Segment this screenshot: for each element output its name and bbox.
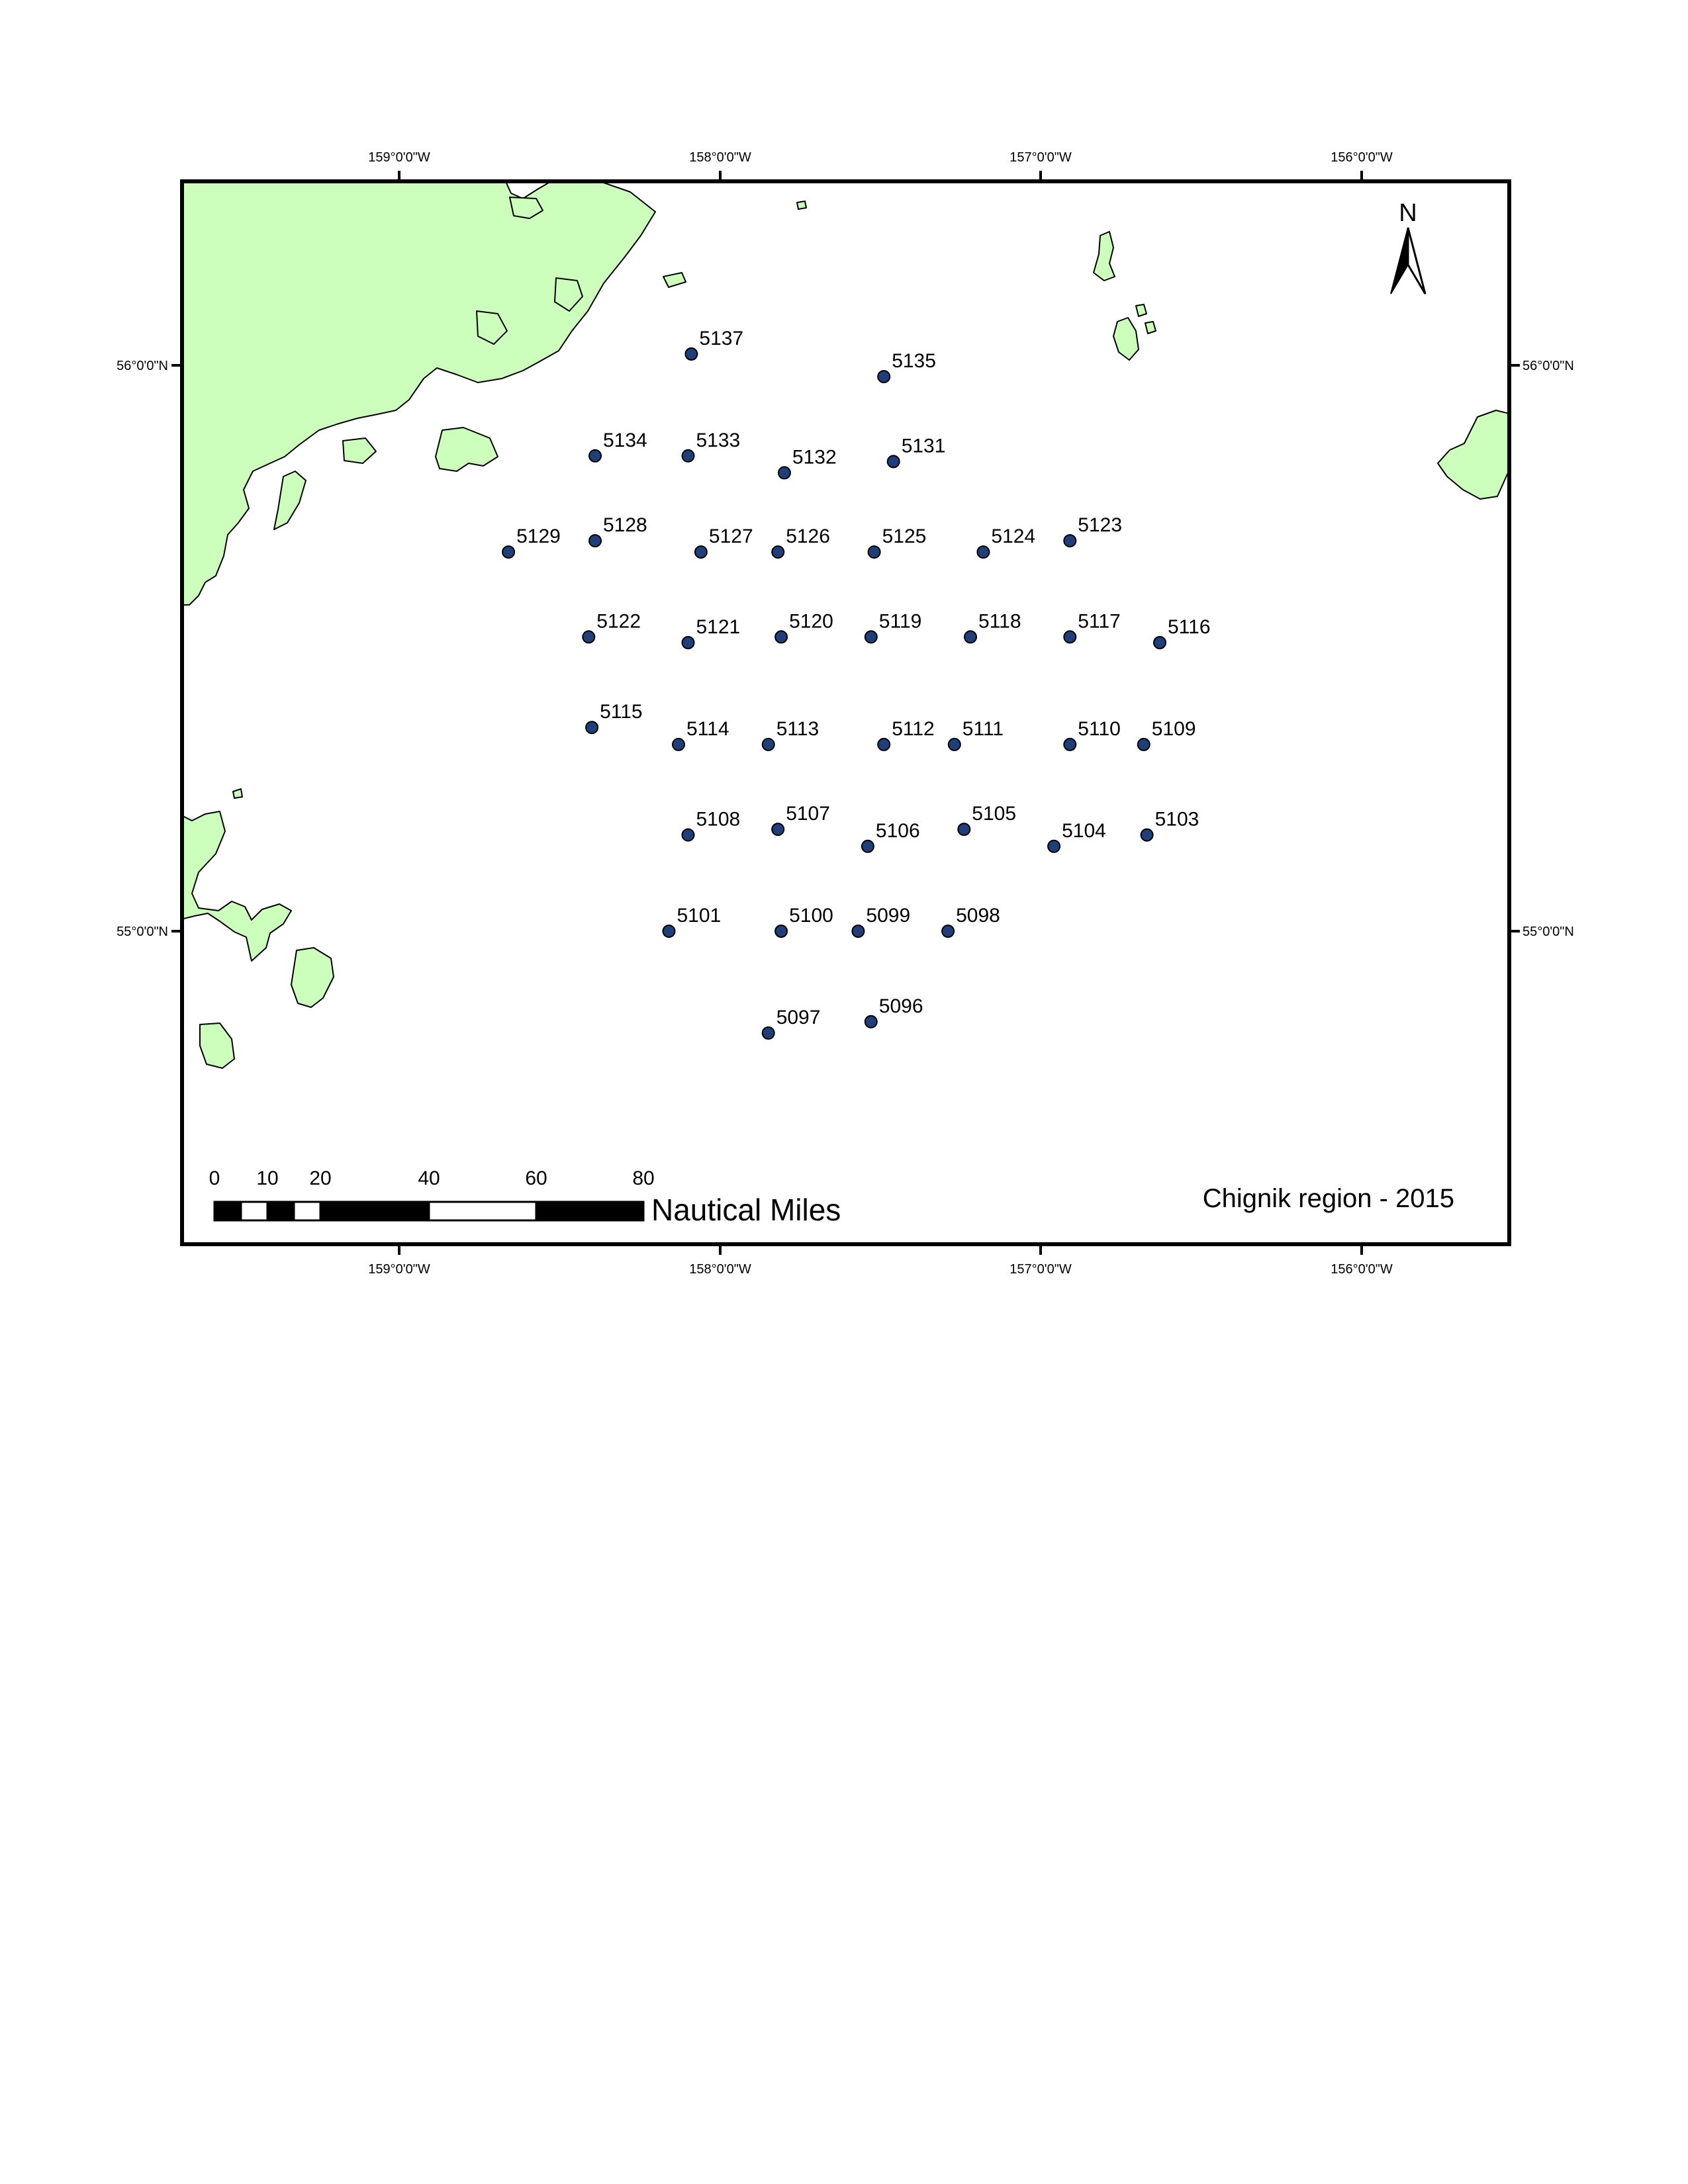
station-marker [1048,841,1060,852]
station-label: 5098 [956,905,1000,927]
station-label: 5120 [789,610,833,633]
station-marker [1154,637,1166,649]
station-marker [663,925,675,937]
station-marker [977,546,989,558]
station-label: 5101 [677,905,722,927]
scale-label-80: 80 [632,1167,655,1189]
station-marker [888,455,900,467]
station-marker [865,631,877,643]
station-label: 5137 [699,327,744,349]
station-marker [1064,535,1076,547]
scale-segment [241,1202,267,1220]
station-label: 5106 [875,819,920,842]
lat-label-right-1: 56°0'0"N [1523,359,1574,373]
scale-label-0: 0 [209,1167,220,1189]
station-label: 5111 [962,717,1004,740]
station-label: 5127 [708,525,753,548]
station-marker [673,739,684,751]
north-arrow-icon [1391,228,1408,294]
station-marker [685,348,697,360]
station-marker [682,450,694,462]
station-label: 5097 [776,1006,821,1028]
station-marker [865,1016,877,1028]
lon-label-bottom-1: 159°0'0"W [368,1262,430,1277]
station-label: 5114 [686,717,729,740]
station-marker [589,450,601,462]
map-caption: Chignik region - 2015 [1202,1184,1454,1213]
station-label: 5132 [792,446,837,469]
station-label: 5115 [600,701,643,723]
station-marker [1064,739,1076,751]
lat-label-left-2: 55°0'0"N [117,925,168,939]
station-label: 5128 [603,514,647,537]
scale-segment [536,1202,643,1220]
station-label: 5103 [1154,808,1199,831]
scale-segment [214,1202,241,1220]
scale-segment [320,1202,429,1220]
north-arrow-label: N [1399,199,1417,227]
station-label: 5134 [603,429,647,451]
lon-label-top-1: 159°0'0"W [368,150,430,165]
scale-segment [429,1202,536,1220]
island-southwest-4 [200,1023,234,1068]
station-label: 5110 [1078,717,1121,740]
island-southwest-2 [233,789,242,798]
lon-label-bottom-4: 156°0'0"W [1331,1262,1393,1277]
station-marker [502,546,514,558]
island-southwest-3 [291,948,334,1007]
station-marker [852,925,864,937]
station-label: 5135 [892,350,936,373]
lat-label-left-1: 56°0'0"N [117,359,168,373]
scale-label-10: 10 [256,1167,279,1189]
station-marker [878,371,890,383]
island-small-1 [663,273,686,287]
land-layer [179,179,1516,1068]
station-label: 5119 [878,610,922,633]
lon-label-bottom-2: 158°0'0"W [689,1262,751,1277]
scale-segment [267,1202,294,1220]
station-label: 5113 [776,717,820,740]
station-label: 5118 [978,610,1021,633]
station-label: 5108 [696,808,741,831]
scale-label-20: 20 [309,1167,332,1189]
station-label: 5116 [1168,616,1211,638]
station-marker [958,823,970,835]
north-arrow [1391,199,1425,294]
station-marker [695,546,707,558]
island-near-coast-1 [436,428,498,471]
station-label: 5123 [1078,514,1123,537]
station-marker [589,535,601,547]
station-marker [1141,829,1153,841]
lon-label-bottom-3: 157°0'0"W [1009,1262,1072,1277]
island-north-4 [1145,322,1156,334]
island-east [1438,410,1516,499]
lon-label-top-4: 156°0'0"W [1331,150,1393,165]
station-marker [1064,631,1076,643]
station-marker [964,631,976,643]
north-arrow-icon-outline [1408,228,1425,294]
station-label: 5129 [516,525,561,548]
island-near-coast-3 [274,471,306,529]
scale-label-60: 60 [525,1167,547,1189]
station-marker [586,721,598,733]
island-north-1 [1094,232,1115,281]
station-label: 5104 [1062,819,1106,842]
station-marker [772,823,784,835]
scale-unit-label: Nautical Miles [651,1193,841,1227]
station-marker [583,631,594,643]
station-marker [682,637,694,649]
station-label: 5107 [786,803,830,825]
station-marker [878,739,890,751]
island-southwest-1 [179,811,291,961]
island-north-2 [1113,318,1139,360]
station-marker [763,739,774,751]
island-north-3 [1136,304,1147,316]
station-marker [763,1027,774,1039]
scale-segment [294,1202,320,1220]
station-label: 5099 [866,905,911,927]
station-marker [862,841,874,852]
lon-label-top-3: 157°0'0"W [1009,150,1072,165]
island-near-coast-2 [343,438,376,463]
station-label: 5126 [786,525,830,548]
station-marker [942,925,954,937]
station-marker [1138,739,1150,751]
lon-label-top-2: 158°0'0"W [689,150,751,165]
station-label: 5124 [991,525,1036,548]
stations-layer [502,328,1210,1039]
scale-label-40: 40 [418,1167,440,1189]
station-marker [775,631,787,643]
island-small-2 [797,201,806,209]
station-label: 5125 [882,525,927,548]
lat-label-right-2: 55°0'0"N [1523,925,1574,939]
station-marker [772,546,784,558]
station-label: 5131 [901,435,946,457]
station-label: 5122 [596,610,641,633]
station-label: 5133 [696,429,741,451]
scale-bar [209,1167,841,1227]
station-label: 5096 [878,995,923,1017]
station-label: 5117 [1078,610,1121,633]
station-label: 5112 [892,717,935,740]
station-label: 5121 [696,616,741,638]
alaska-peninsula-mainland [179,179,655,605]
station-marker [778,467,790,478]
station-label: 5105 [972,803,1017,825]
station-marker [949,739,961,751]
station-marker [775,925,787,937]
station-label: 5100 [789,905,833,927]
station-label: 5109 [1151,717,1196,740]
station-marker [682,829,694,841]
station-marker [868,546,880,558]
